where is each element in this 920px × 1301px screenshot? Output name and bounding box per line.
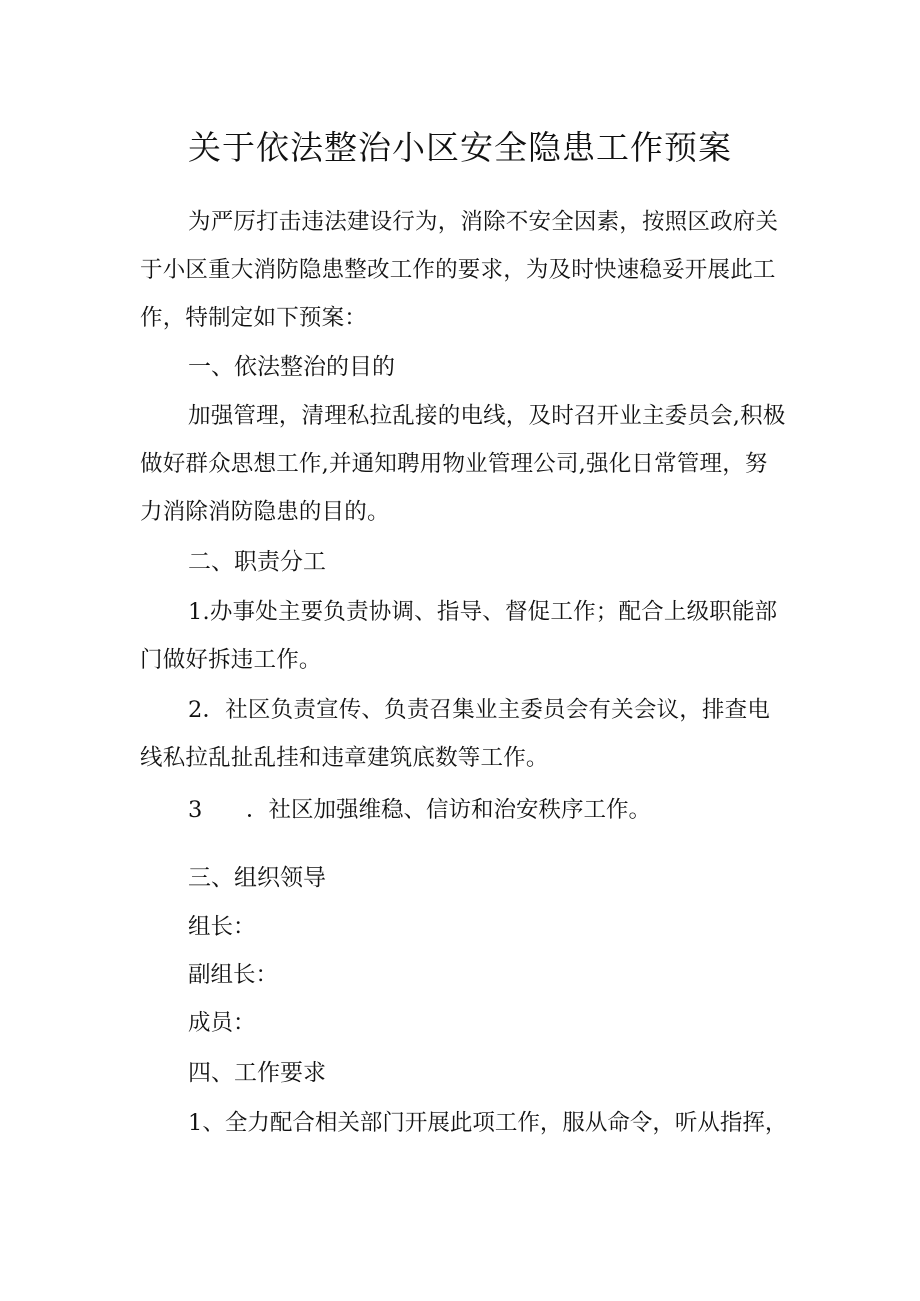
section-heading-purpose: 一、依法整治的目的 [188,354,395,380]
section-heading-organization: 三、组织领导 [188,865,326,891]
responsibility-item-3-number: 3 [188,797,203,823]
members-label: 成员： [188,1010,256,1036]
purpose-paragraph: 加强管理，清理私拉乱接的电线，及时召开业主委员会,积极做好群众思想工作,并通知聘用物业管理公司,强化日常管理，努力消除消防隐患的目的。 [140,403,786,525]
leader-label: 组长： [188,914,256,940]
document-title: 关于依法整治小区安全隐患工作预案 [188,128,732,167]
requirement-item-1: 1、全力配合相关部门开展此项工作，服从命令，听从指挥， [188,1110,788,1136]
deputy-leader-label: 副组长： [188,962,279,988]
section-heading-responsibilities: 二、职责分工 [188,549,326,575]
section-heading-requirements: 四、工作要求 [188,1060,326,1086]
responsibility-item-2: 2．社区负责宣传、负责召集业主委员会有关会议，排查电线私拉乱扯乱挂和违章建筑底数等工作。 [140,697,771,771]
intro-paragraph: 为严厉打击违法建设行为，消除不安全因素，按照区政府关于小区重大消防隐患整改工作的要求，为及时快速稳妥开展此工作，特制定如下预案： [140,209,779,331]
responsibility-item-1: 1.办事处主要负责协调、指导、督促工作；配合上级职能部门做好拆违工作。 [140,599,778,673]
responsibility-item-3-text: ．社区加强维稳、信访和治安秩序工作。 [246,797,652,823]
responsibility-item-3 [188,790,788,830]
